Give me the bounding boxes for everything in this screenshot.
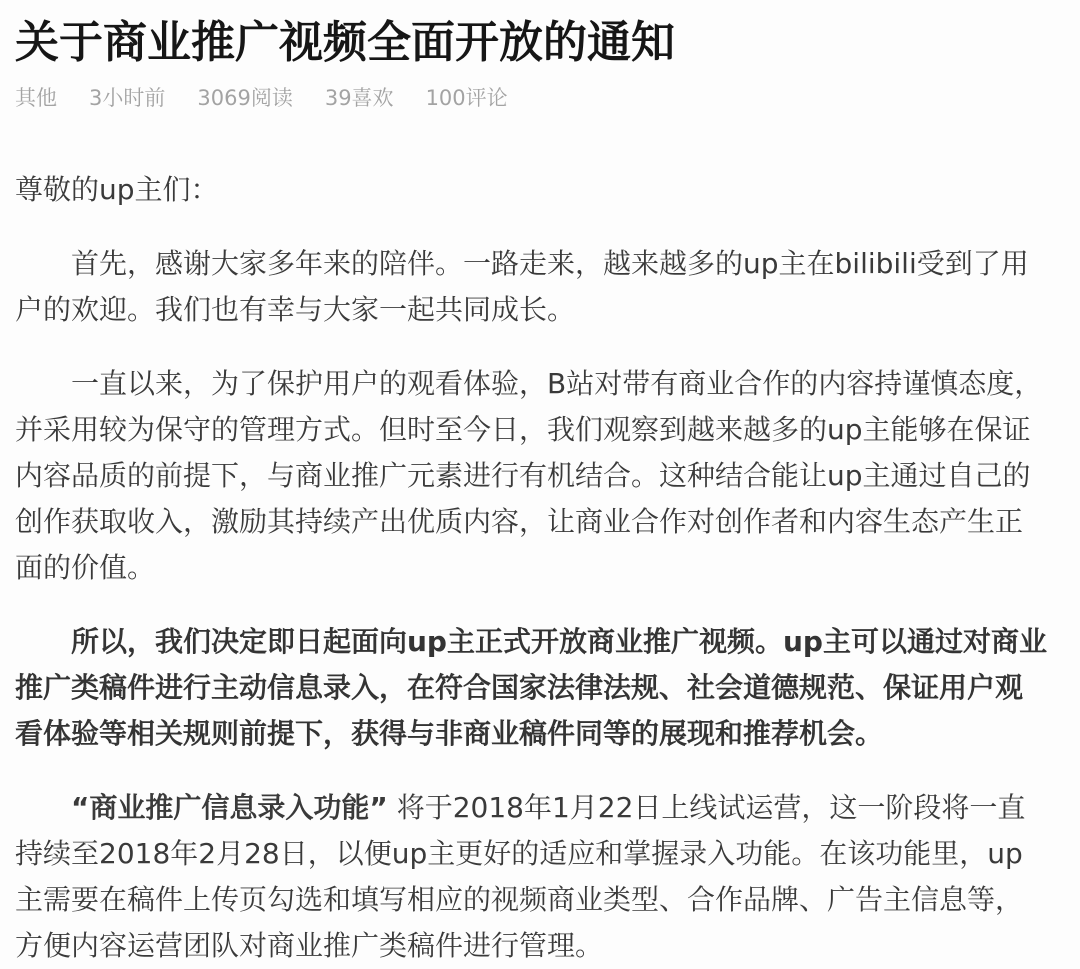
paragraph-announcement: 所以，我们决定即日起面向up主正式开放商业推广视频。up主可以通过对商业推广类稿件进行主动信息录入，在符合国家法律法规、社会道德规范、保证用户观看体验等相关规则前提下，获得与非商业稿件同等的展现和推荐机会。 [15, 625, 1047, 751]
paragraph-thanks: 首先，感谢大家多年来的陪伴。一路走来，越来越多的up主在bilibili受到了用户的欢迎。我们也有幸与大家一起共同成长。 [15, 247, 1029, 327]
meta-category: 其他 [15, 86, 57, 111]
article-body [15, 167, 1048, 969]
feature-launch-text: 将于2018年1月22日上线试运营，这一阶段将一直持续至2018年2月28日，以便up主更好的适应和掌握录入功能。在该功能里，up主需要在稿件上传页勾选和填写相应的视频商业类型、合作品牌、广告主信息等，方便内容运营团队对商业推广类稿件进行管理。 [15, 791, 1026, 963]
salutation: 尊敬的up主们： [15, 173, 219, 207]
article-meta [15, 85, 1048, 111]
paragraph-background: 一直以来，为了保护用户的观看体验，B站对带有商业合作的内容持谨慎态度，并采用较为保守的管理方式。但时至今日，我们观察到越来越多的up主能够在保证内容品质的前提下，与商业推广元素进行有机结合。这种结合能让up主通过自己的创作获取收入，激励其持续产出优质内容，让商业合作对创作者和内容生态产生正面的价值。 [15, 367, 1043, 585]
feature-name-quoted: “商业推广信息录入功能” [71, 791, 388, 825]
meta-timestamp: 3小时前 [89, 86, 166, 111]
paragraph-feature-launch [15, 785, 1048, 969]
meta-comment-count: 100评论 [425, 86, 508, 111]
article-title: 关于商业推广视频全面开放的通知 [15, 17, 675, 68]
meta-read-count: 3069阅读 [197, 86, 293, 111]
meta-like-count: 39喜欢 [324, 86, 394, 111]
